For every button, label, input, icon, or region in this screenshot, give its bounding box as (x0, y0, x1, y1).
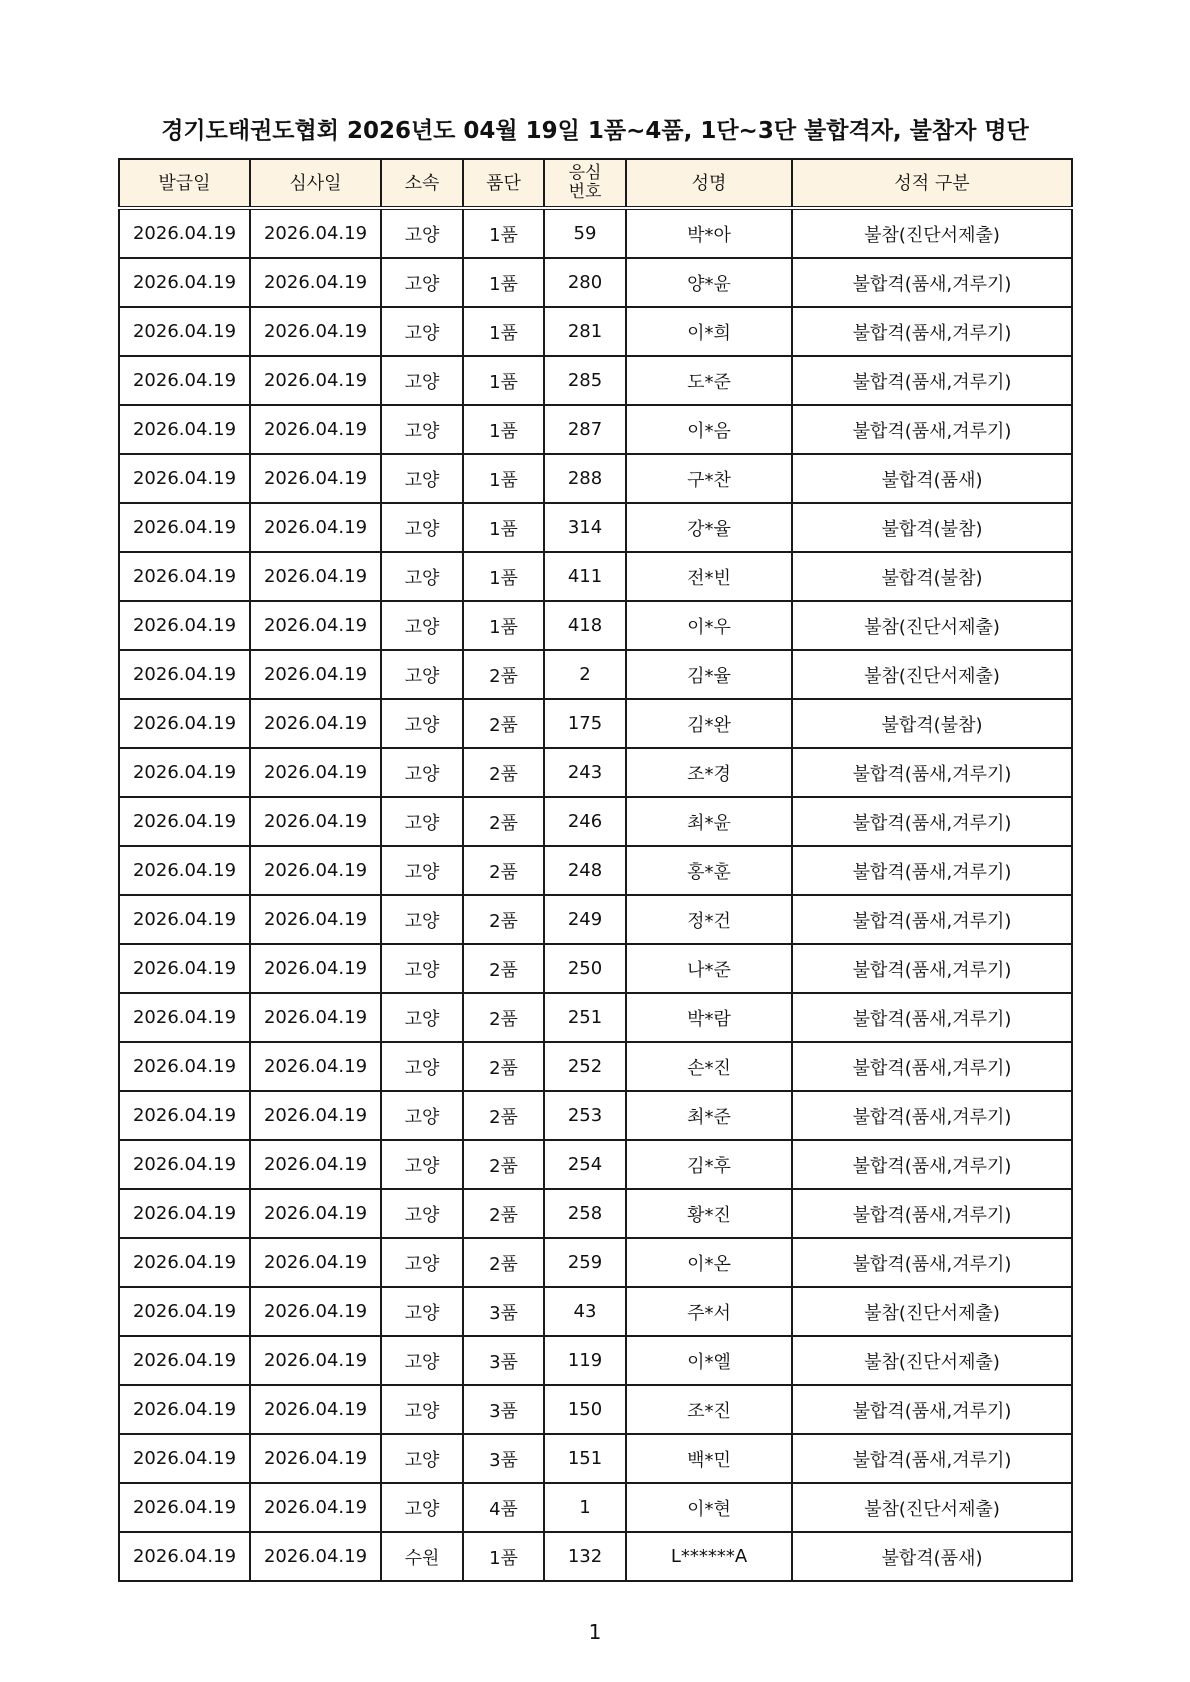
cell-result: 불합격(품새,겨루기) (792, 944, 1072, 993)
cell-exam-date: 2026.04.19 (250, 846, 381, 895)
cell-name: 홍*훈 (626, 846, 792, 895)
cell-result: 불합격(품새) (792, 1532, 1072, 1581)
cell-exam-number: 258 (544, 1189, 626, 1238)
table-row (119, 699, 1072, 748)
cell-rank: 2품 (463, 748, 544, 797)
cell-result: 불합격(품새,겨루기) (792, 1091, 1072, 1140)
col-header-issue-date: 발급일 (119, 159, 250, 208)
cell-exam-date: 2026.04.19 (250, 699, 381, 748)
cell-result: 불합격(품새,겨루기) (792, 846, 1072, 895)
cell-affiliation: 고양 (381, 1091, 463, 1140)
cell-exam-number: 151 (544, 1434, 626, 1483)
cell-exam-date: 2026.04.19 (250, 454, 381, 503)
cell-issue-date: 2026.04.19 (119, 405, 250, 454)
cell-rank: 2품 (463, 699, 544, 748)
cell-exam-date: 2026.04.19 (250, 1042, 381, 1091)
cell-name: 이*현 (626, 1483, 792, 1532)
cell-result: 불합격(품새,겨루기) (792, 797, 1072, 846)
cell-affiliation: 고양 (381, 797, 463, 846)
cell-exam-date: 2026.04.19 (250, 944, 381, 993)
cell-affiliation: 고양 (381, 944, 463, 993)
cell-name: 강*율 (626, 503, 792, 552)
col-header-name: 성명 (626, 159, 792, 208)
cell-issue-date: 2026.04.19 (119, 307, 250, 356)
cell-name: 이*희 (626, 307, 792, 356)
cell-name: 이*엘 (626, 1336, 792, 1385)
table-row (119, 1336, 1072, 1385)
cell-issue-date: 2026.04.19 (119, 1287, 250, 1336)
table-row (119, 846, 1072, 895)
cell-exam-number: 252 (544, 1042, 626, 1091)
cell-result: 불합격(품새,겨루기) (792, 993, 1072, 1042)
cell-result: 불합격(품새,겨루기) (792, 748, 1072, 797)
cell-result: 불합격(불참) (792, 503, 1072, 552)
cell-affiliation: 고양 (381, 1385, 463, 1434)
cell-exam-date: 2026.04.19 (250, 650, 381, 699)
cell-issue-date: 2026.04.19 (119, 454, 250, 503)
cell-affiliation: 고양 (381, 1483, 463, 1532)
cell-exam-date: 2026.04.19 (250, 503, 381, 552)
cell-rank: 1품 (463, 405, 544, 454)
cell-result: 불참(진단서제출) (792, 1287, 1072, 1336)
cell-rank: 2품 (463, 895, 544, 944)
cell-result: 불합격(품새,겨루기) (792, 405, 1072, 454)
cell-result: 불참(진단서제출) (792, 208, 1072, 258)
cell-rank: 4품 (463, 1483, 544, 1532)
table-row (119, 1287, 1072, 1336)
cell-exam-number: 150 (544, 1385, 626, 1434)
cell-name: 박*람 (626, 993, 792, 1042)
cell-name: 정*건 (626, 895, 792, 944)
cell-name: 최*준 (626, 1091, 792, 1140)
cell-affiliation: 고양 (381, 405, 463, 454)
cell-exam-number: 132 (544, 1532, 626, 1581)
table-row (119, 454, 1072, 503)
table-row (119, 503, 1072, 552)
cell-exam-date: 2026.04.19 (250, 601, 381, 650)
cell-exam-date: 2026.04.19 (250, 1287, 381, 1336)
cell-affiliation: 고양 (381, 699, 463, 748)
cell-exam-number: 253 (544, 1091, 626, 1140)
cell-exam-date: 2026.04.19 (250, 797, 381, 846)
cell-name: 양*윤 (626, 258, 792, 307)
cell-affiliation: 고양 (381, 503, 463, 552)
table-row (119, 944, 1072, 993)
cell-issue-date: 2026.04.19 (119, 1336, 250, 1385)
cell-affiliation: 고양 (381, 454, 463, 503)
cell-rank: 1품 (463, 454, 544, 503)
cell-exam-date: 2026.04.19 (250, 993, 381, 1042)
cell-exam-number: 250 (544, 944, 626, 993)
cell-affiliation: 고양 (381, 1238, 463, 1287)
cell-result: 불합격(품새,겨루기) (792, 258, 1072, 307)
table-row (119, 650, 1072, 699)
cell-exam-number: 254 (544, 1140, 626, 1189)
cell-rank: 2품 (463, 1091, 544, 1140)
cell-rank: 3품 (463, 1385, 544, 1434)
cell-result: 불합격(품새,겨루기) (792, 895, 1072, 944)
cell-name: 조*진 (626, 1385, 792, 1434)
table-row (119, 1434, 1072, 1483)
cell-rank: 3품 (463, 1287, 544, 1336)
cell-exam-date: 2026.04.19 (250, 748, 381, 797)
cell-exam-date: 2026.04.19 (250, 258, 381, 307)
cell-issue-date: 2026.04.19 (119, 1532, 250, 1581)
cell-rank: 1품 (463, 1532, 544, 1581)
cell-affiliation: 고양 (381, 258, 463, 307)
cell-affiliation: 고양 (381, 993, 463, 1042)
cell-result: 불참(진단서제출) (792, 1336, 1072, 1385)
cell-rank: 2품 (463, 797, 544, 846)
cell-issue-date: 2026.04.19 (119, 1189, 250, 1238)
table-row (119, 797, 1072, 846)
cell-issue-date: 2026.04.19 (119, 503, 250, 552)
cell-name: 손*진 (626, 1042, 792, 1091)
cell-issue-date: 2026.04.19 (119, 1091, 250, 1140)
cell-issue-date: 2026.04.19 (119, 993, 250, 1042)
cell-rank: 1품 (463, 503, 544, 552)
cell-issue-date: 2026.04.19 (119, 1483, 250, 1532)
cell-result: 불참(진단서제출) (792, 650, 1072, 699)
cell-result: 불합격(불참) (792, 699, 1072, 748)
col-header-exam-date: 심사일 (250, 159, 381, 208)
cell-name: 이*음 (626, 405, 792, 454)
cell-result: 불합격(품새,겨루기) (792, 1238, 1072, 1287)
cell-name: 구*찬 (626, 454, 792, 503)
cell-affiliation: 고양 (381, 307, 463, 356)
cell-result: 불참(진단서제출) (792, 1483, 1072, 1532)
cell-name: 박*아 (626, 208, 792, 258)
cell-affiliation: 고양 (381, 846, 463, 895)
cell-affiliation: 고양 (381, 650, 463, 699)
cell-exam-date: 2026.04.19 (250, 307, 381, 356)
table-row (119, 1385, 1072, 1434)
table-row (119, 258, 1072, 307)
cell-exam-date: 2026.04.19 (250, 1189, 381, 1238)
cell-issue-date: 2026.04.19 (119, 895, 250, 944)
cell-exam-number: 287 (544, 405, 626, 454)
cell-name: 최*윤 (626, 797, 792, 846)
cell-name: L******A (626, 1532, 792, 1581)
cell-affiliation: 고양 (381, 601, 463, 650)
cell-issue-date: 2026.04.19 (119, 1385, 250, 1434)
cell-exam-number: 288 (544, 454, 626, 503)
col-header-exam-number-text: 응심 번호 (568, 163, 602, 202)
page-number: 1 (588, 1620, 602, 1644)
table-row (119, 1532, 1072, 1581)
cell-name: 김*율 (626, 650, 792, 699)
col-header-rank: 품단 (463, 159, 544, 208)
cell-exam-date: 2026.04.19 (250, 208, 381, 258)
cell-exam-number: 251 (544, 993, 626, 1042)
cell-issue-date: 2026.04.19 (119, 356, 250, 405)
cell-exam-number: 249 (544, 895, 626, 944)
cell-affiliation: 고양 (381, 208, 463, 258)
results-table (118, 158, 1073, 1582)
cell-name: 황*진 (626, 1189, 792, 1238)
cell-affiliation: 고양 (381, 748, 463, 797)
cell-issue-date: 2026.04.19 (119, 552, 250, 601)
table-row (119, 356, 1072, 405)
cell-name: 김*완 (626, 699, 792, 748)
cell-name: 나*준 (626, 944, 792, 993)
cell-affiliation: 고양 (381, 1042, 463, 1091)
cell-name: 이*온 (626, 1238, 792, 1287)
cell-exam-number: 259 (544, 1238, 626, 1287)
col-header-exam-number (544, 159, 626, 208)
cell-name: 백*민 (626, 1434, 792, 1483)
cell-issue-date: 2026.04.19 (119, 650, 250, 699)
cell-rank: 2품 (463, 1042, 544, 1091)
table-row (119, 1483, 1072, 1532)
cell-issue-date: 2026.04.19 (119, 601, 250, 650)
cell-issue-date: 2026.04.19 (119, 1042, 250, 1091)
cell-affiliation: 고양 (381, 1140, 463, 1189)
table-row (119, 895, 1072, 944)
cell-result: 불참(진단서제출) (792, 601, 1072, 650)
cell-result: 불합격(품새,겨루기) (792, 1434, 1072, 1483)
cell-issue-date: 2026.04.19 (119, 208, 250, 258)
cell-issue-date: 2026.04.19 (119, 258, 250, 307)
cell-exam-number: 248 (544, 846, 626, 895)
cell-result: 불합격(품새,겨루기) (792, 356, 1072, 405)
cell-affiliation: 고양 (381, 356, 463, 405)
cell-exam-date: 2026.04.19 (250, 1385, 381, 1434)
cell-exam-date: 2026.04.19 (250, 1091, 381, 1140)
cell-rank: 2품 (463, 944, 544, 993)
col-header-result: 성적 구분 (792, 159, 1072, 208)
cell-affiliation: 고양 (381, 1287, 463, 1336)
document-title: 경기도태권도협회 2026년도 04월 19일 1품~4품, 1단~3단 불합격자, 불참자 명단 (161, 118, 1029, 144)
cell-exam-date: 2026.04.19 (250, 1238, 381, 1287)
cell-affiliation: 고양 (381, 1336, 463, 1385)
cell-exam-number: 2 (544, 650, 626, 699)
table-body (119, 208, 1072, 1581)
cell-name: 조*경 (626, 748, 792, 797)
cell-exam-number: 411 (544, 552, 626, 601)
cell-exam-number: 175 (544, 699, 626, 748)
cell-rank: 2품 (463, 650, 544, 699)
cell-rank: 1품 (463, 601, 544, 650)
cell-exam-number: 418 (544, 601, 626, 650)
cell-exam-date: 2026.04.19 (250, 356, 381, 405)
cell-issue-date: 2026.04.19 (119, 797, 250, 846)
cell-name: 주*서 (626, 1287, 792, 1336)
cell-rank: 2품 (463, 1189, 544, 1238)
cell-affiliation: 고양 (381, 552, 463, 601)
cell-issue-date: 2026.04.19 (119, 1434, 250, 1483)
table-row (119, 993, 1072, 1042)
cell-exam-number: 43 (544, 1287, 626, 1336)
table-row (119, 601, 1072, 650)
cell-rank: 1품 (463, 307, 544, 356)
cell-exam-date: 2026.04.19 (250, 405, 381, 454)
cell-name: 이*우 (626, 601, 792, 650)
cell-issue-date: 2026.04.19 (119, 699, 250, 748)
cell-exam-date: 2026.04.19 (250, 1532, 381, 1581)
table-row (119, 1238, 1072, 1287)
cell-result: 불합격(품새,겨루기) (792, 1385, 1072, 1434)
cell-exam-number: 285 (544, 356, 626, 405)
cell-exam-date: 2026.04.19 (250, 1483, 381, 1532)
table-row (119, 307, 1072, 356)
cell-issue-date: 2026.04.19 (119, 748, 250, 797)
cell-name: 도*준 (626, 356, 792, 405)
cell-exam-date: 2026.04.19 (250, 552, 381, 601)
table-header-row (119, 159, 1072, 208)
cell-exam-number: 59 (544, 208, 626, 258)
cell-exam-number: 246 (544, 797, 626, 846)
table-row (119, 552, 1072, 601)
cell-name: 김*후 (626, 1140, 792, 1189)
cell-issue-date: 2026.04.19 (119, 944, 250, 993)
cell-rank: 1품 (463, 552, 544, 601)
cell-result: 불합격(품새,겨루기) (792, 1189, 1072, 1238)
cell-rank: 3품 (463, 1336, 544, 1385)
cell-issue-date: 2026.04.19 (119, 1140, 250, 1189)
table-row (119, 1091, 1072, 1140)
table-row (119, 1042, 1072, 1091)
table-row (119, 1189, 1072, 1238)
cell-result: 불합격(불참) (792, 552, 1072, 601)
cell-exam-number: 281 (544, 307, 626, 356)
cell-affiliation: 수원 (381, 1532, 463, 1581)
cell-exam-date: 2026.04.19 (250, 895, 381, 944)
cell-result: 불합격(품새,겨루기) (792, 307, 1072, 356)
cell-result: 불합격(품새) (792, 454, 1072, 503)
cell-exam-number: 280 (544, 258, 626, 307)
col-header-affiliation: 소속 (381, 159, 463, 208)
cell-rank: 2품 (463, 1238, 544, 1287)
cell-result: 불합격(품새,겨루기) (792, 1140, 1072, 1189)
cell-exam-number: 243 (544, 748, 626, 797)
cell-exam-date: 2026.04.19 (250, 1336, 381, 1385)
cell-rank: 2품 (463, 993, 544, 1042)
cell-issue-date: 2026.04.19 (119, 846, 250, 895)
cell-rank: 1품 (463, 258, 544, 307)
cell-result: 불합격(품새,겨루기) (792, 1042, 1072, 1091)
table-row (119, 405, 1072, 454)
cell-exam-date: 2026.04.19 (250, 1434, 381, 1483)
cell-rank: 2품 (463, 1140, 544, 1189)
cell-rank: 1품 (463, 208, 544, 258)
cell-exam-number: 1 (544, 1483, 626, 1532)
cell-affiliation: 고양 (381, 1434, 463, 1483)
cell-exam-number: 119 (544, 1336, 626, 1385)
table-row (119, 1140, 1072, 1189)
cell-rank: 1품 (463, 356, 544, 405)
cell-rank: 3품 (463, 1434, 544, 1483)
table-row (119, 748, 1072, 797)
cell-affiliation: 고양 (381, 895, 463, 944)
cell-rank: 2품 (463, 846, 544, 895)
cell-issue-date: 2026.04.19 (119, 1238, 250, 1287)
cell-name: 전*빈 (626, 552, 792, 601)
cell-exam-number: 314 (544, 503, 626, 552)
cell-affiliation: 고양 (381, 1189, 463, 1238)
cell-exam-date: 2026.04.19 (250, 1140, 381, 1189)
table-row (119, 208, 1072, 258)
